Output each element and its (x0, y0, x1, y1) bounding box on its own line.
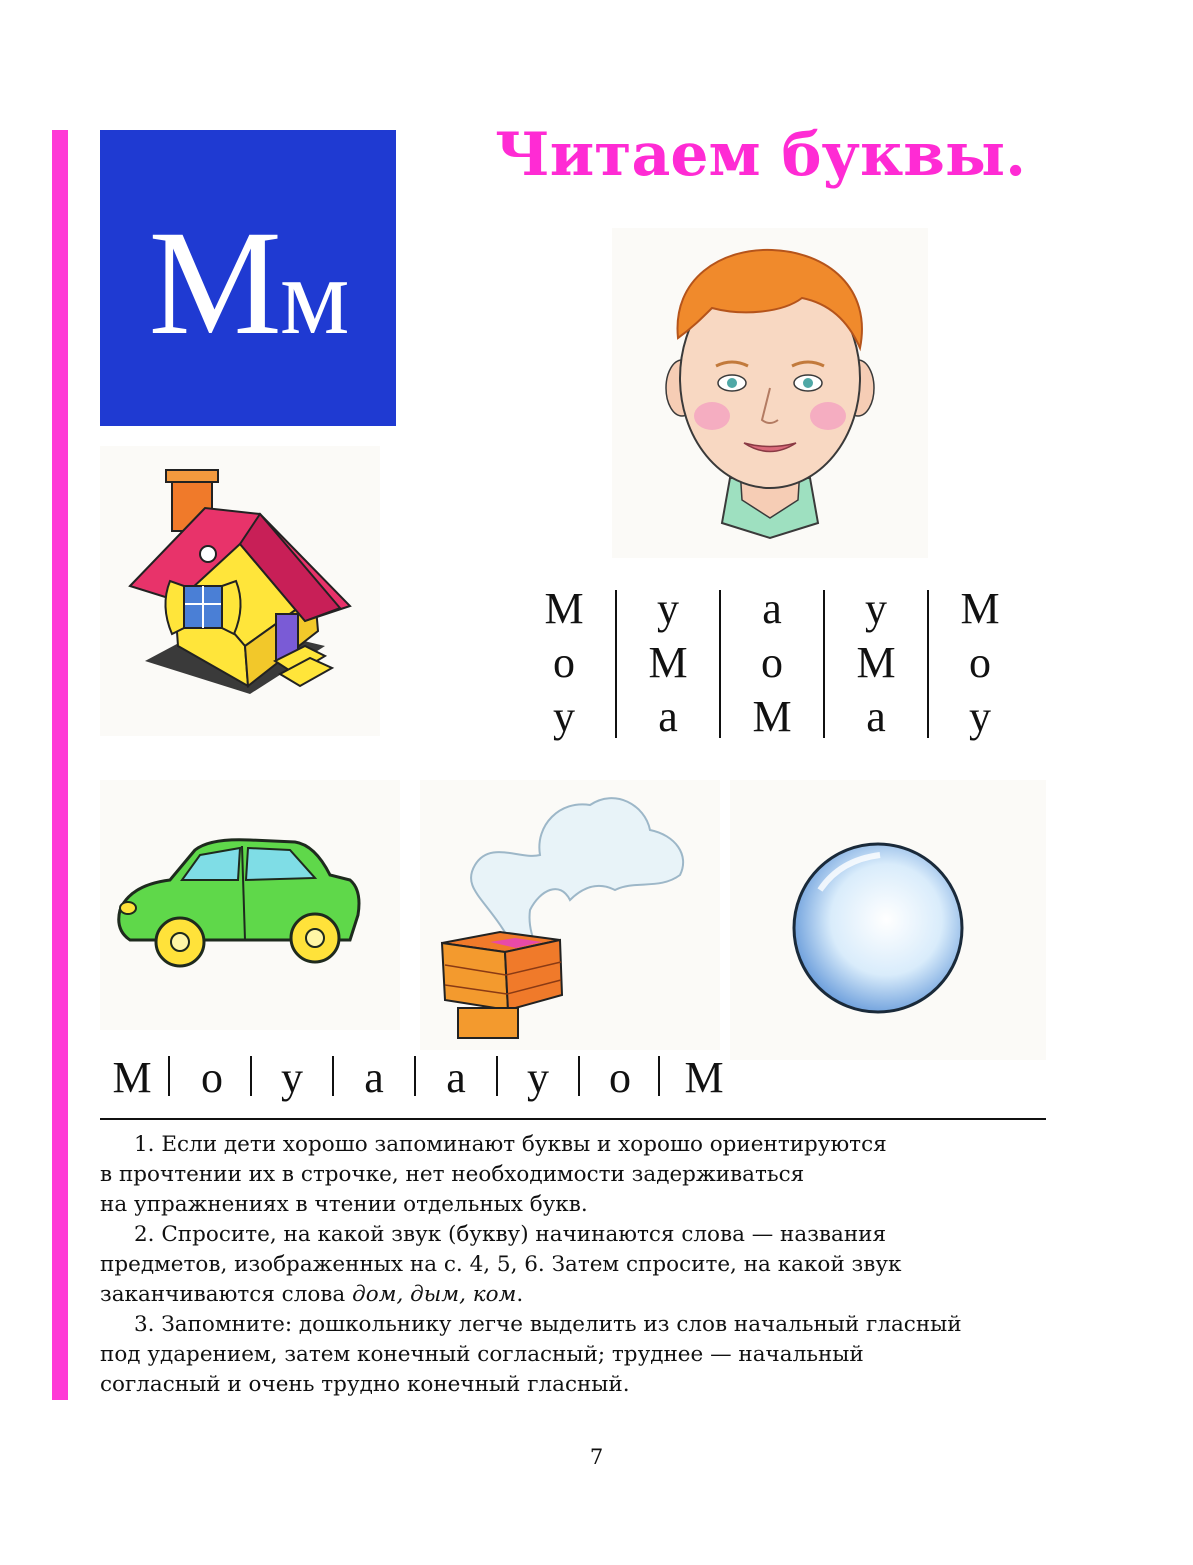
row-letter: М (112, 1053, 152, 1102)
ball-illustration (730, 780, 1046, 1060)
note-line: на упражнениях в чтении отдельных букв. (100, 1192, 588, 1217)
grid-cell: М (856, 638, 896, 687)
row-separator (578, 1056, 580, 1096)
row-separator (496, 1056, 498, 1096)
grid-cell: у (969, 692, 991, 741)
note-text: заканчиваются слова (100, 1282, 353, 1307)
row-separator (332, 1056, 334, 1096)
letter-tile (100, 130, 396, 426)
note-italic-words: дом, дым, ком (352, 1282, 517, 1307)
boy-illustration (612, 228, 928, 558)
row-letter: а (446, 1053, 466, 1102)
horizontal-rule (100, 1118, 1046, 1120)
grid-column (928, 582, 1032, 742)
grid-cell: М (960, 584, 1000, 633)
page-title: Читаем буквы. (495, 120, 1027, 190)
note-line: в прочтении их в строчке, нет необходимости задерживаться (100, 1162, 805, 1187)
side-accent-bar (52, 130, 68, 1400)
letter-row (102, 1050, 742, 1106)
row-letter: у (527, 1053, 549, 1102)
letter-upper: М (148, 200, 280, 366)
grid-cell: а (658, 692, 678, 741)
row-separator (168, 1056, 170, 1096)
teacher-notes (100, 1130, 1060, 1400)
row-separator (658, 1056, 660, 1096)
row-letter: о (201, 1053, 223, 1102)
row-letter: о (609, 1053, 631, 1102)
grid-column (824, 582, 928, 742)
grid-cell: а (762, 584, 782, 633)
grid-cell: М (752, 692, 792, 741)
grid-cell: о (761, 638, 783, 687)
grid-cell: у (553, 692, 575, 741)
letter-lower: м (279, 235, 348, 357)
grid-cell: о (553, 638, 575, 687)
row-separator (250, 1056, 252, 1096)
row-letter: у (281, 1053, 303, 1102)
grid-cell: у (865, 584, 887, 633)
note-text: . (516, 1282, 524, 1307)
grid-cell: М (648, 638, 688, 687)
note-line: 2. Спросите, на какой звук (букву) начинаются слова — названия (134, 1222, 887, 1247)
page-number: 7 (589, 1445, 604, 1469)
note-line: согласный и очень трудно конечный гласный. (100, 1372, 630, 1397)
note-line: под ударением, затем конечный согласный; труднее — начальный (100, 1342, 864, 1367)
row-letter: а (364, 1053, 384, 1102)
grid-cell: М (544, 584, 584, 633)
grid-column (720, 582, 824, 742)
house-illustration (100, 446, 380, 736)
row-separator (414, 1056, 416, 1096)
grid-column (616, 582, 720, 742)
grid-column (512, 582, 616, 742)
car-illustration (100, 780, 400, 1030)
grid-cell: а (866, 692, 886, 741)
note-line (100, 1280, 1060, 1310)
letter-grid (512, 582, 1032, 742)
note-line: 3. Запомните: дошкольнику легче выделить из слов начальный гласный (134, 1312, 962, 1337)
note-line: предметов, изображенных на с. 4, 5, 6. Затем спросите, на какой звук (100, 1252, 902, 1277)
letter-tile-text (148, 200, 348, 426)
row-letter: М (684, 1053, 724, 1102)
grid-cell: о (969, 638, 991, 687)
grid-cell: у (657, 584, 679, 633)
chimney-smoke-illustration (420, 780, 720, 1050)
note-line: 1. Если дети хорошо запоминают буквы и хорошо ориентируются (134, 1132, 887, 1157)
